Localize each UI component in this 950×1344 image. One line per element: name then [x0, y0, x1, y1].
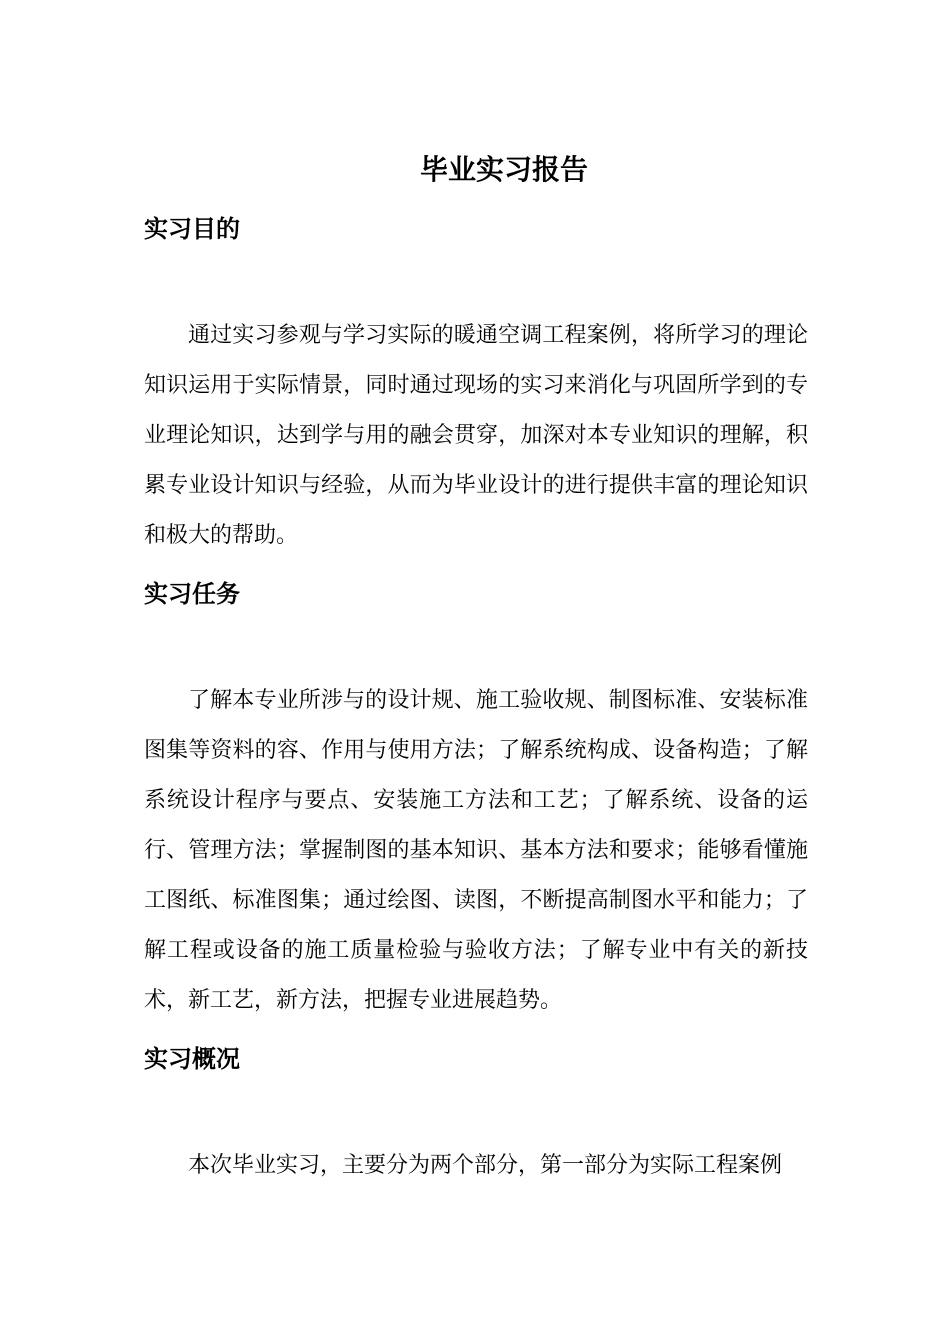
section-paragraph-task: 了解本专业所涉与的设计规、施工验收规、制图标准、安装标准图集等资料的容、作用与使用方法；了解系统构成、设备构造；了解系统设计程序与要点、安装施工方法和工艺；了解系统、设备的运行、管理方法；掌握制图的基本知识、基本方法和要求；能够看懂施工图纸、标准图集；通过绘图、读图，不断提高制图水平和能力；了解工程或设备的施工质量检验与验收方法；了解专业中有关的新技术，新工艺，新方法，把握专业进展趋势。: [144, 688, 808, 1013]
document-title: 毕业实习报告: [419, 153, 588, 186]
section-heading-overview: 实习概况: [144, 1045, 240, 1073]
section-paragraph-overview: 本次毕业实习，主要分为两个部分，第一部分为实际工程案例: [188, 1153, 783, 1178]
section-heading-task: 实习任务: [144, 580, 240, 608]
section-heading-purpose: 实习目的: [144, 215, 240, 243]
section-paragraph-purpose: 通过实习参观与学习实际的暖通空调工程案例，将所学习的理论知识运用于实际情景，同时通过现场的实习来消化与巩固所学到的专业理论知识，达到学与用的融会贯穿，加深对本专业知识的理解，积累专业设计知识与经验，从而为毕业设计的进行提供丰富的理论知识和极大的帮助。: [144, 323, 808, 548]
